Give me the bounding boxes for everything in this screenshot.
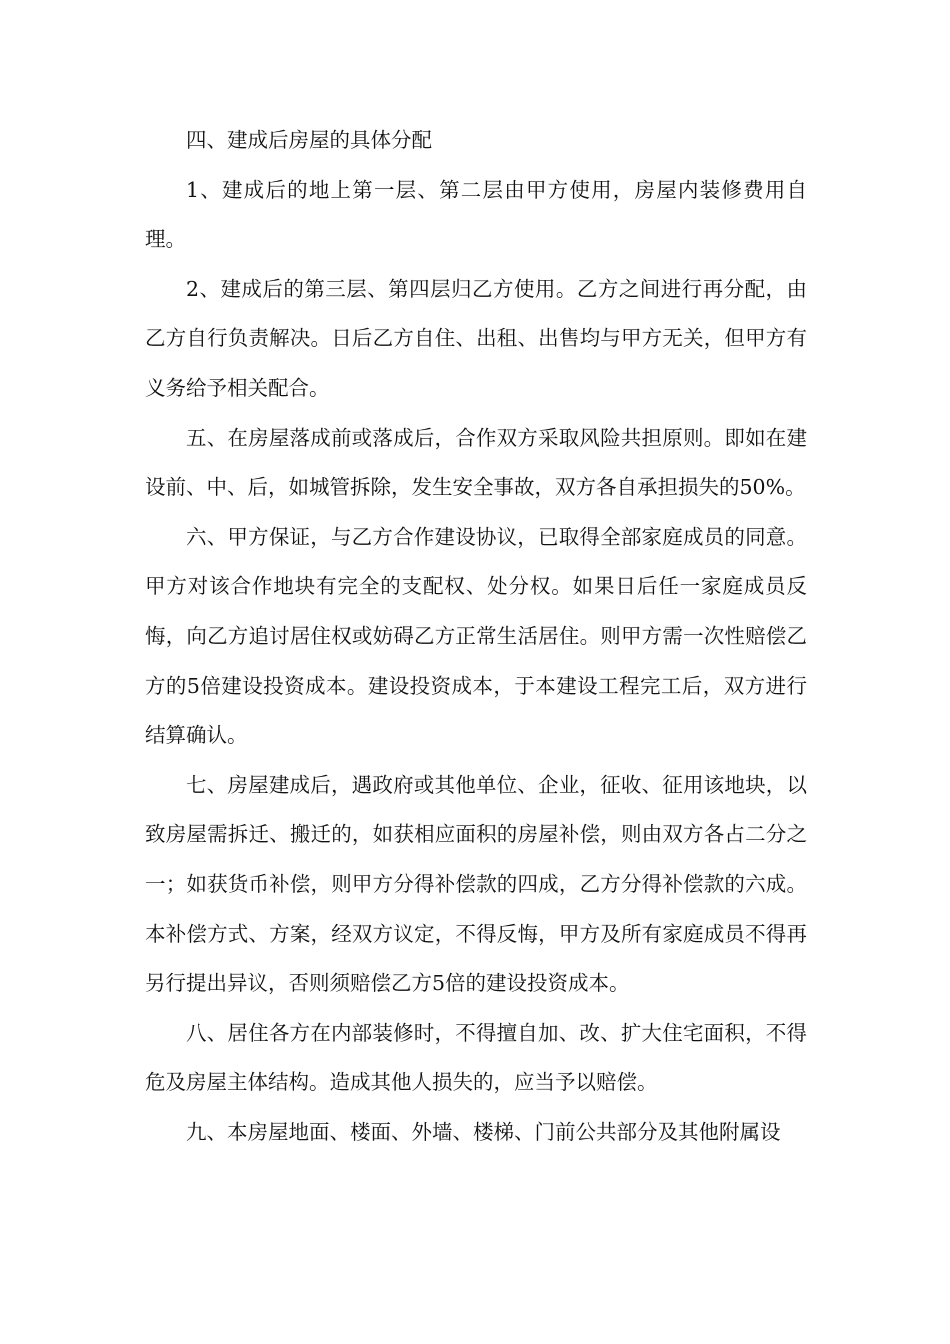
document-body — [145, 116, 807, 1157]
clause-paragraph: 八、居住各方在内部装修时，不得擅自加、改、扩大住宅面积，不得危及房屋主体结构。造成其他人损失的，应当予以赔偿。 — [145, 1020, 807, 1095]
clause-paragraph: 六、甲方保证，与乙方合作建设协议，已取得全部家庭成员的同意。甲方对该合作地块有完全的支配权、处分权。如果日后任一家庭成员反悔，向乙方追讨居住权或妨碍乙方正常生活居住。则甲方需一次性赔偿乙方的5倍建设投资成本。建设投资成本，于本建设工程完工后，双方进行结算确认。 — [145, 524, 807, 748]
section-heading-allocation: 四、建成后房屋的具体分配 — [186, 128, 432, 152]
clause-paragraph: 1、建成后的地上第一层、第二层由甲方使用，房屋内装修费用自理。 — [145, 177, 807, 252]
clause-paragraph: 七、房屋建成后，遇政府或其他单位、企业，征收、征用该地块，以致房屋需拆迁、搬迁的，如获相应面积的房屋补偿，则由双方各占二分之一；如获货币补偿，则甲方分得补偿款的四成，乙方分得补偿款的六成。本补偿方式、方案，经双方议定，不得反悔，甲方及所有家庭成员不得再另行提出异议，否则须赔偿乙方5倍的建设投资成本。 — [145, 772, 807, 996]
clause-paragraph: 2、建成后的第三层、第四层归乙方使用。乙方之间进行再分配，由乙方自行负责解决。日后乙方自住、出租、出售均与甲方无关，但甲方有义务给予相关配合。 — [145, 276, 807, 400]
clause-paragraph-continued: 九、本房屋地面、楼面、外墙、楼梯、门前公共部分及其他附属设 — [186, 1119, 781, 1144]
clause-paragraph: 五、在房屋落成前或落成后，合作双方采取风险共担原则。即如在建设前、中、后，如城管拆除，发生安全事故，双方各自承担损失的50%。 — [145, 425, 807, 500]
